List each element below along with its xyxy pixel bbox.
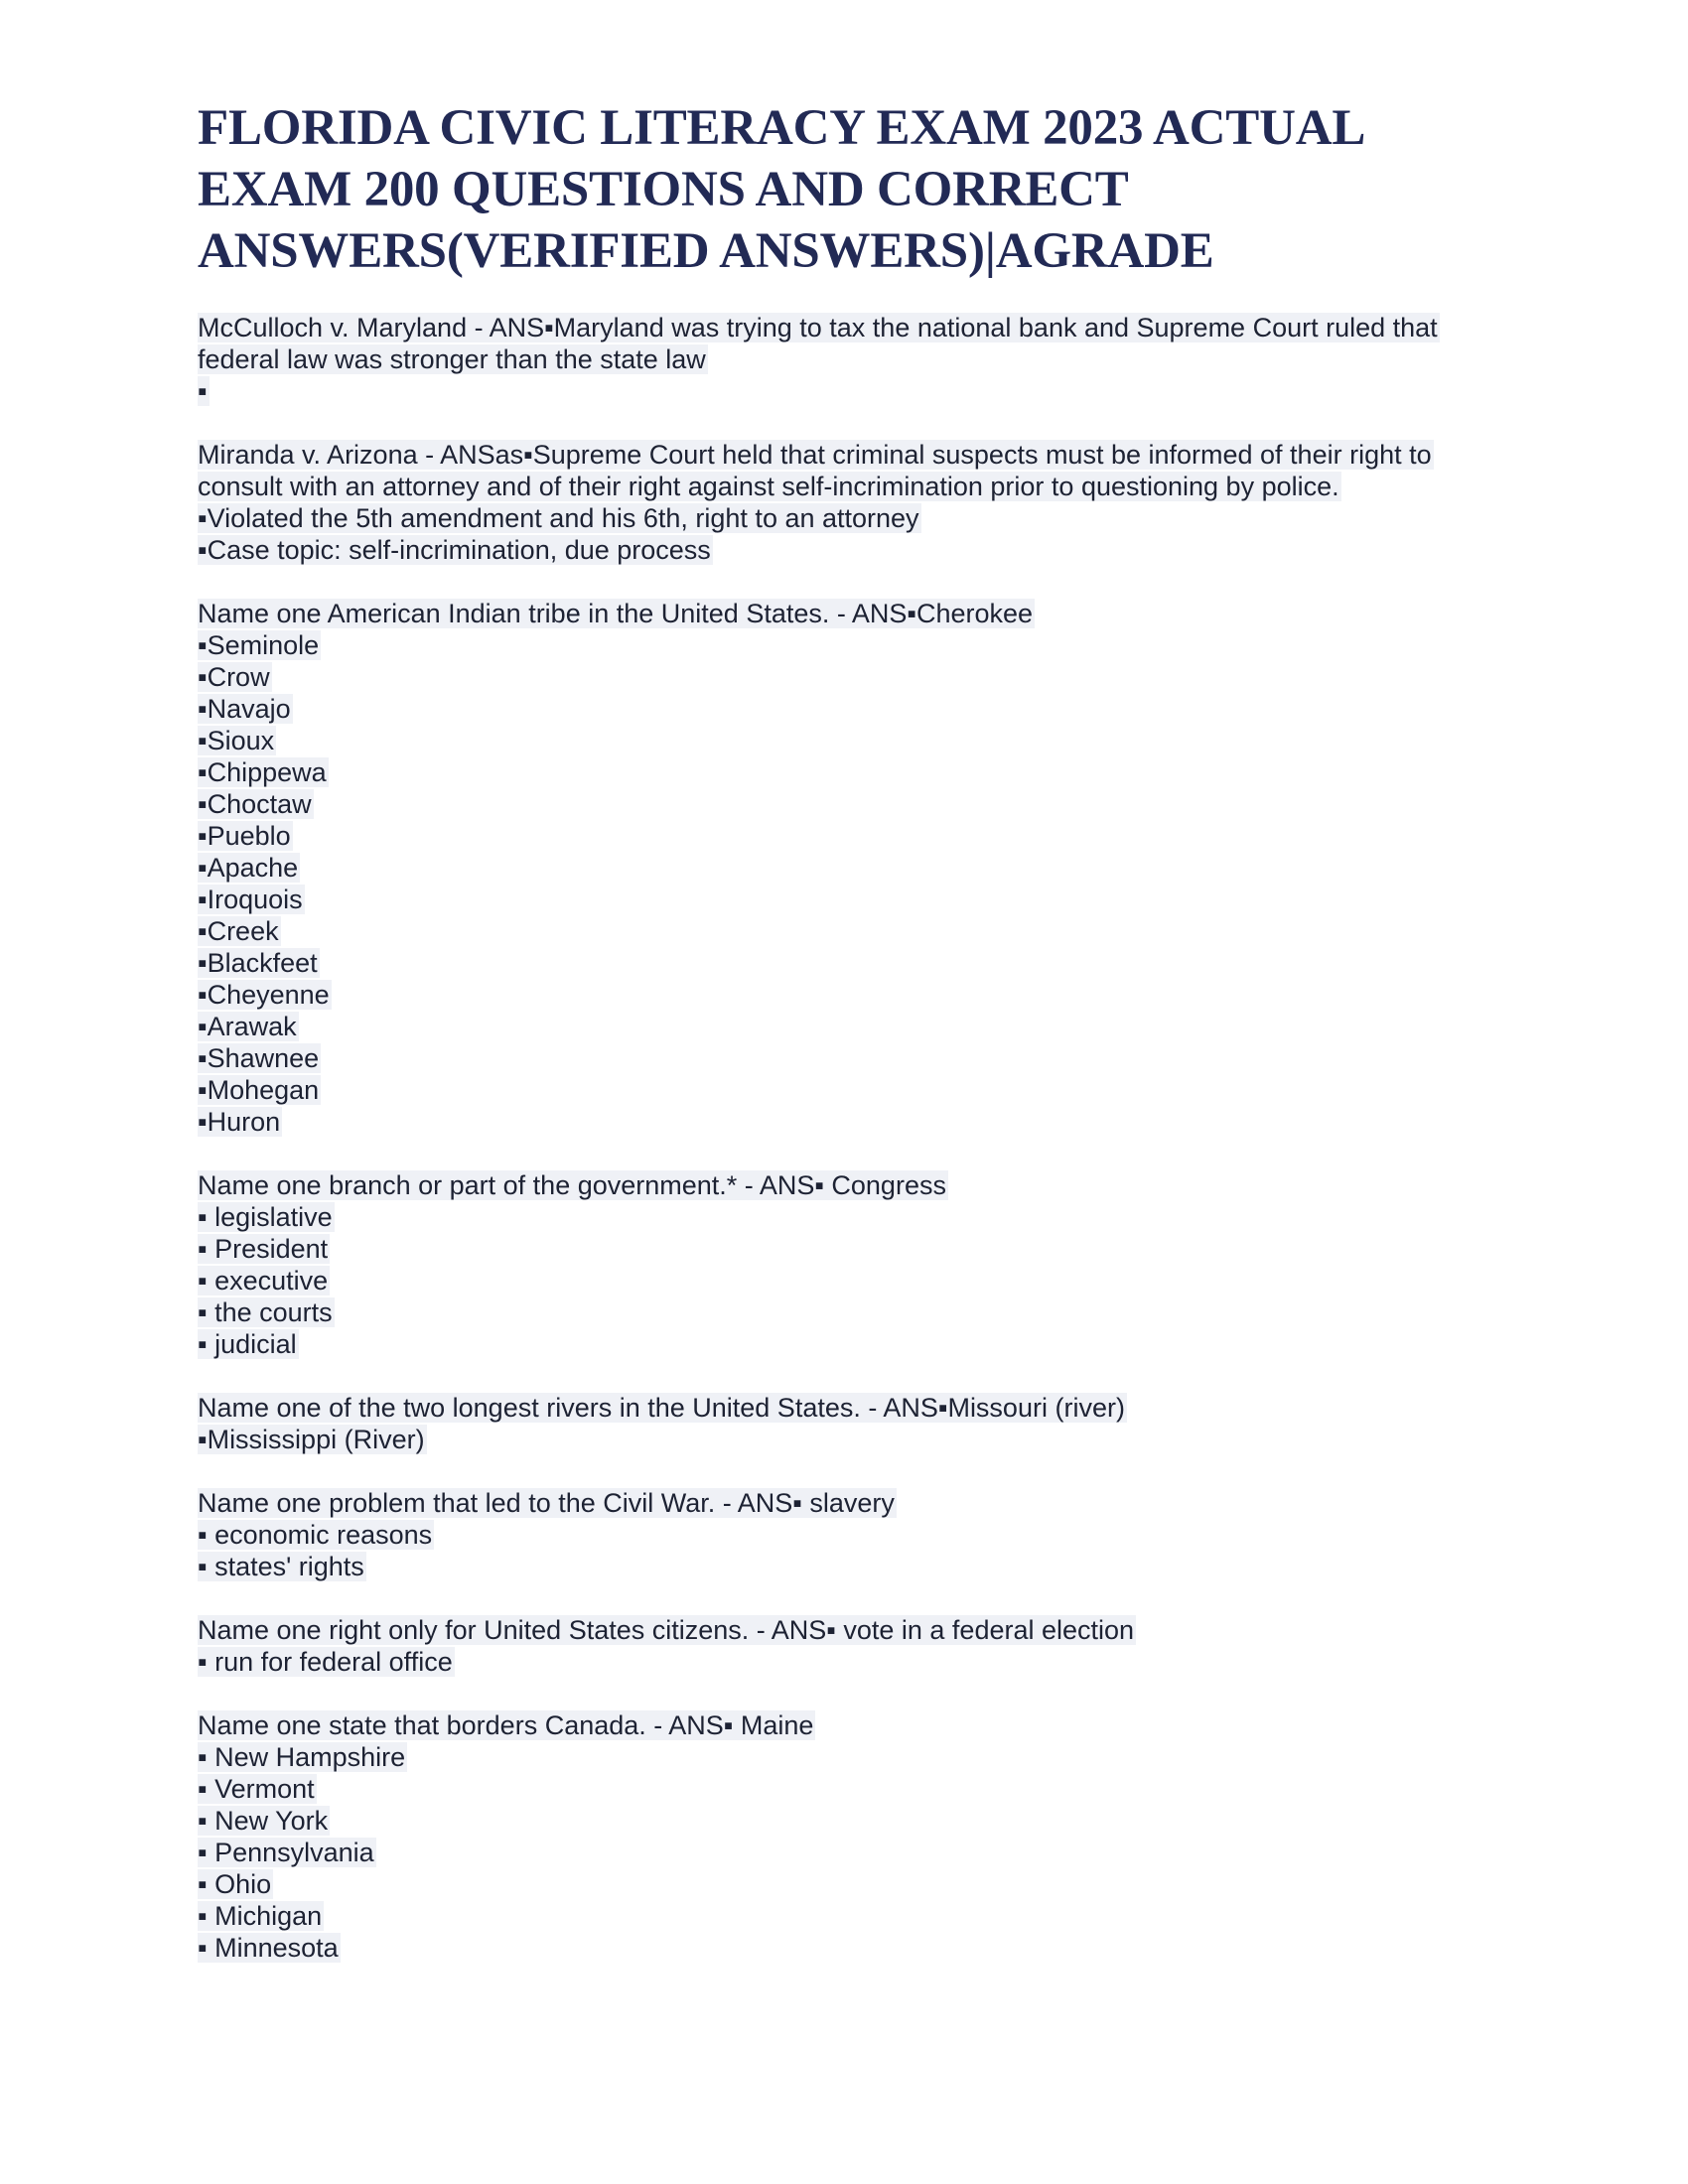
qa-line-text: ▪Mississippi (River) xyxy=(198,1425,425,1454)
qa-answer-line xyxy=(198,1106,1498,1138)
qa-entry xyxy=(198,1614,1498,1678)
qa-question-line xyxy=(198,1487,1498,1519)
qa-answer-line xyxy=(198,1646,1498,1678)
qa-line-text: ▪ Michigan xyxy=(198,1901,323,1931)
qa-answer-line xyxy=(198,629,1498,661)
qa-line-text: ▪Navajo xyxy=(198,694,291,724)
qa-answer-line xyxy=(198,1042,1498,1074)
qa-question-line xyxy=(198,439,1498,502)
qa-question-line xyxy=(198,1392,1498,1424)
qa-line-text: ▪Shawnee xyxy=(198,1043,320,1073)
qa-answer-line xyxy=(198,1519,1498,1551)
qa-entry xyxy=(198,439,1498,566)
qa-answer-line xyxy=(198,375,1498,407)
qa-line-text: ▪Arawak xyxy=(198,1012,297,1041)
qa-answer-line xyxy=(198,1868,1498,1900)
qa-question-line xyxy=(198,598,1498,629)
qa-answer-line xyxy=(198,1328,1498,1360)
qa-line-text: ▪ states' rights xyxy=(198,1552,364,1581)
qa-list xyxy=(198,312,1498,1964)
qa-line-text: ▪Case topic: self-incrimination, due process xyxy=(198,535,711,565)
qa-answer-line xyxy=(198,1201,1498,1233)
qa-line-text: ▪Blackfeet xyxy=(198,948,318,978)
qa-answer-line xyxy=(198,661,1498,693)
qa-question-line xyxy=(198,1709,1498,1741)
qa-line-text: Name one American Indian tribe in the United States. - ANS▪Cherokee xyxy=(198,599,1034,628)
qa-answer-line xyxy=(198,1297,1498,1328)
qa-answer-line xyxy=(198,947,1498,979)
qa-line-text: ▪ Minnesota xyxy=(198,1933,339,1963)
qa-question-line xyxy=(198,312,1498,375)
qa-answer-line xyxy=(198,502,1498,534)
qa-entry xyxy=(198,312,1498,407)
qa-line-text: ▪Sioux xyxy=(198,726,275,755)
qa-entry xyxy=(198,598,1498,1138)
qa-line-text: ▪ xyxy=(198,376,208,406)
document-title: FLORIDA CIVIC LITERACY EXAM 2023 ACTUAL EXAM 200 QUESTIONS AND CORRECT ANSWERS(VERIFIED ANSWERS)|AGRADE xyxy=(198,100,1363,279)
qa-line-text: Name one problem that led to the Civil War. - ANS▪ slavery xyxy=(198,1488,895,1518)
qa-line-text: Name one of the two longest rivers in the United States. - ANS▪Missouri (river) xyxy=(198,1393,1125,1423)
qa-line-text: ▪ President xyxy=(198,1234,329,1264)
qa-line-text: ▪ economic reasons xyxy=(198,1520,433,1550)
qa-line-text: ▪ run for federal office xyxy=(198,1647,453,1677)
qa-answer-line xyxy=(198,915,1498,947)
qa-line-text: ▪Violated the 5th amendment and his 6th, right to an attorney xyxy=(198,503,919,533)
qa-line-text: ▪Pueblo xyxy=(198,821,291,851)
qa-answer-line xyxy=(198,979,1498,1011)
qa-answer-line xyxy=(198,1233,1498,1265)
qa-answer-line xyxy=(198,756,1498,788)
qa-line-text: ▪ New Hampshire xyxy=(198,1742,406,1772)
qa-line-text: ▪ executive xyxy=(198,1266,329,1296)
qa-answer-line xyxy=(198,725,1498,756)
qa-answer-line xyxy=(198,1551,1498,1582)
qa-answer-line xyxy=(198,1773,1498,1805)
qa-answer-line xyxy=(198,884,1498,915)
document-page xyxy=(198,97,1498,1995)
qa-line-text: Miranda v. Arizona - ANSas▪Supreme Court held that criminal suspects must be informed of their right to consult with an attorney and of their right against self-incrimination prior to questioning by police. xyxy=(198,440,1432,501)
qa-line-text: ▪ New York xyxy=(198,1806,329,1836)
qa-answer-line xyxy=(198,1741,1498,1773)
qa-line-text: ▪Choctaw xyxy=(198,789,312,819)
qa-answer-line xyxy=(198,1900,1498,1932)
qa-line-text: Name one branch or part of the government.* - ANS▪ Congress xyxy=(198,1170,946,1200)
qa-line-text: ▪Mohegan xyxy=(198,1075,320,1105)
qa-answer-line xyxy=(198,820,1498,852)
qa-line-text: ▪ legislative xyxy=(198,1202,333,1232)
qa-entry xyxy=(198,1392,1498,1455)
qa-answer-line xyxy=(198,1932,1498,1964)
qa-entry xyxy=(198,1487,1498,1582)
qa-line-text: ▪Crow xyxy=(198,662,270,692)
qa-answer-line xyxy=(198,1805,1498,1837)
qa-answer-line xyxy=(198,788,1498,820)
qa-line-text: ▪Chippewa xyxy=(198,757,327,787)
qa-answer-line xyxy=(198,1424,1498,1455)
qa-line-text: ▪ the courts xyxy=(198,1297,333,1327)
qa-line-text: ▪ Pennsylvania xyxy=(198,1838,374,1867)
qa-line-text: ▪Seminole xyxy=(198,630,320,660)
qa-answer-line xyxy=(198,693,1498,725)
qa-line-text: ▪Apache xyxy=(198,853,299,883)
qa-answer-line xyxy=(198,1265,1498,1297)
qa-line-text: McCulloch v. Maryland - ANS▪Maryland was trying to tax the national bank and Supreme Court ruled that federal law was stronger than the state law xyxy=(198,313,1438,374)
qa-line-text: ▪Creek xyxy=(198,916,279,946)
qa-answer-line xyxy=(198,1011,1498,1042)
qa-line-text: ▪ Vermont xyxy=(198,1774,315,1804)
qa-answer-line xyxy=(198,534,1498,566)
qa-answer-line xyxy=(198,1074,1498,1106)
qa-entry xyxy=(198,1169,1498,1360)
qa-line-text: ▪Cheyenne xyxy=(198,980,330,1010)
qa-line-text: ▪Iroquois xyxy=(198,885,303,914)
qa-answer-line xyxy=(198,852,1498,884)
qa-answer-line xyxy=(198,1837,1498,1868)
qa-line-text: Name one state that borders Canada. - ANS▪ Maine xyxy=(198,1710,814,1740)
qa-line-text: Name one right only for United States citizens. - ANS▪ vote in a federal election xyxy=(198,1615,1135,1645)
qa-entry xyxy=(198,1709,1498,1964)
qa-line-text: ▪Huron xyxy=(198,1107,281,1137)
qa-line-text: ▪ judicial xyxy=(198,1329,297,1359)
qa-question-line xyxy=(198,1614,1498,1646)
qa-question-line xyxy=(198,1169,1498,1201)
qa-line-text: ▪ Ohio xyxy=(198,1869,272,1899)
